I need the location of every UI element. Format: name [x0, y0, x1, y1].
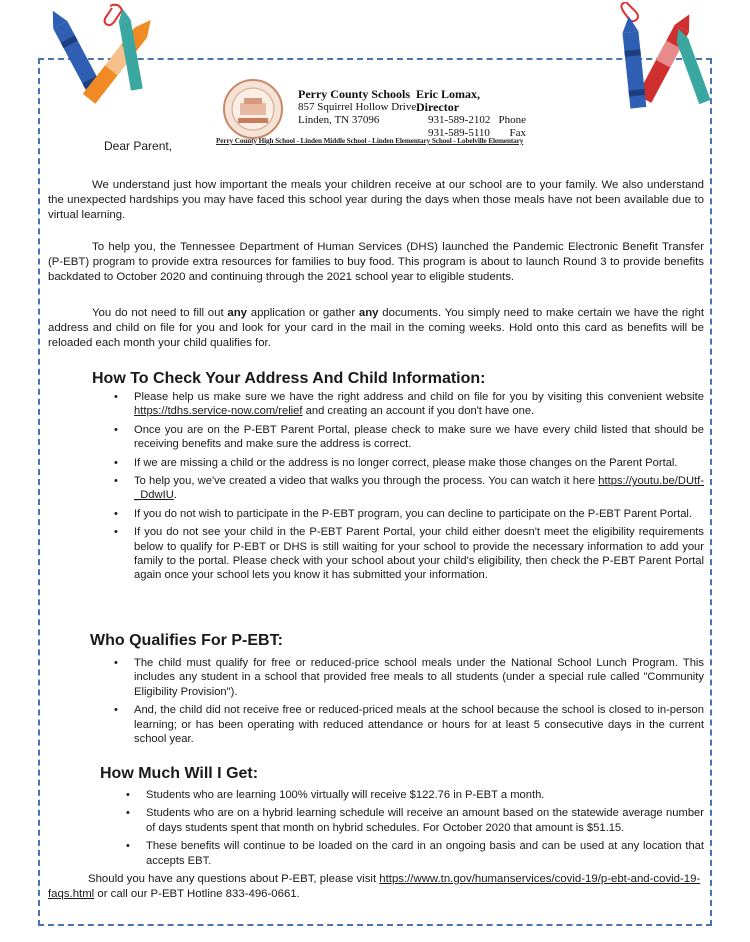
check-info-heading: How To Check Your Address And Child Information: [92, 370, 486, 387]
schools-list: Perry County High School - Linden Middle School - Linden Elementary School - Lobelville Elementary [216, 137, 524, 145]
bullet-icon: • [114, 657, 118, 669]
list-item [112, 423, 704, 452]
list-item [124, 806, 704, 835]
closing-paragraph [48, 872, 704, 902]
bullet-icon: • [114, 704, 118, 717]
address-line-2: Linden, TN 37096 [298, 114, 380, 126]
list-item [112, 390, 704, 419]
qualifies-heading: Who Qualifies For P-EBT: [90, 632, 283, 649]
item-text: Once you are on the P-EBT Parent Portal, please check to make sure we have every child listed that should be receiving benefits and make sure the address is correct. [134, 423, 704, 451]
check-info-list [112, 390, 704, 587]
address-line-1: 857 Squirrel Hollow Drive [298, 101, 417, 113]
item-text: To help you, we've created a video that walks you through the process. You can watch it here [134, 475, 599, 488]
p3-text-e: documents. You simply need to make certain we have the right address and child on file for you and look for your card in the mail in the coming weeks. Hold onto this card as benefits will be reloaded each month your child qualifies for. [48, 307, 705, 350]
greeting: Dear Parent, [104, 139, 173, 153]
item-text: . [173, 489, 177, 502]
school-address-block [298, 88, 416, 127]
district-seal-icon [222, 78, 284, 140]
intro-paragraph [48, 178, 704, 224]
no-application-paragraph [48, 306, 704, 352]
fax-number: 931-589-5110 [428, 127, 490, 139]
bullet-icon: • [114, 456, 118, 469]
item-text: These benefits will continue to be loaded on the card in an ongoing basis and can be used at any location that accepts EBT. [146, 840, 704, 867]
list-item [124, 839, 704, 868]
list-item [112, 507, 704, 521]
bullet-icon: • [114, 526, 118, 539]
amount-heading: How Much Will I Get: [100, 765, 259, 782]
bullet-icon: • [114, 391, 118, 403]
bullet-icon: • [114, 507, 118, 520]
item-text: If you do not see your child in the P-EBT Parent Portal, your child either doesn't meet the eligibility requirements below to qualify for P-EBT or DHS is still waiting for your school to provide the necessary information to add your family to the portal. Please check with your school about your child's eligibility, then check the P-EBT Parent Portal again once your school lets you know it has submitted your information. [134, 526, 704, 582]
p3-emphasis-1: any [227, 307, 248, 319]
item-text: Students who are learning 100% virtually will receive $122.76 in P-EBT a month. [146, 789, 545, 801]
phone-number: 931-589-2102 [428, 114, 491, 126]
p3-text-c: application or gather [247, 307, 359, 319]
program-text: To help you, the Tennessee Department of Human Services (DHS) launched the Pandemic Electronic Benefit Transfer (P-EBT) program to provide extra resources for families to buy food. This program is about to launch Round 3 to provide benefits backdated to October 2020 and continuing through the 2021 school year to eligible students. [48, 241, 704, 284]
director-contact-block [416, 88, 526, 140]
director-name: Eric Lomax, Director [416, 87, 480, 114]
list-item [112, 525, 704, 583]
item-text: and creating an account if you don't have one. [302, 405, 535, 418]
item-text: Please help us make sure we have the right address and child on file for you by visiting this convenient website [134, 391, 704, 403]
phone-row [416, 114, 526, 127]
bullet-icon: • [126, 840, 130, 853]
closing-text-a: Should you have any questions about P-EBT, please visit [88, 873, 380, 885]
video-link[interactable]: https://youtu.be/DUtf-_DdwIU [134, 475, 704, 502]
item-text: The child must qualify for free or reduced-price school meals under the National School Lunch Program. This includes any student in a school that provided free meals to all students (under a special rule called "Community Eligibility Provision"). [134, 657, 704, 698]
item-text: If you do not wish to participate in the P-EBT program, you can decline to participate on the P-EBT Parent Portal. [134, 507, 693, 520]
list-item [112, 656, 704, 699]
relief-portal-link[interactable]: https://tdhs.service-now.com/relief [134, 405, 303, 418]
item-text: Students who are on a hybrid learning schedule will receive an amount based on the statewide average number of days students spent that month on hybrid schedules. For October 2020 that amount is $51.15. [146, 807, 704, 834]
bullet-icon: • [114, 423, 118, 436]
item-text: If we are missing a child or the address is no longer correct, please make those changes on the Parent Portal. [134, 456, 678, 469]
program-paragraph [48, 240, 704, 286]
faq-link[interactable]: https://www.tn.gov/humanservices/covid-19/p-ebt-and-covid-19-faqs.html [48, 873, 701, 900]
list-item [124, 788, 704, 802]
p3-text-a: You do not need to fill out [92, 307, 228, 319]
crayons-left-icon [40, 2, 160, 120]
bullet-icon: • [126, 807, 130, 820]
school-name: Perry County Schools [298, 87, 410, 101]
list-item [112, 456, 704, 470]
fax-label: Fax [509, 127, 526, 139]
qualifies-list [112, 656, 704, 750]
p3-emphasis-2: any [358, 307, 379, 319]
amount-list [124, 788, 704, 872]
phone-label: Phone [498, 114, 526, 126]
intro-text: We understand just how important the meals your children receive at our school are to your family. We also understand the unexpected hardships you may have faced this school year during the days when those meals have not been available due to virtual learning. [48, 179, 704, 222]
item-text: And, the child did not receive free or reduced-priced meals at the school because the school is closed to in-person learning; or has been operating with reduced attendance or hours for at least 5 consecutive days in the current school year. [134, 704, 704, 746]
list-item [112, 703, 704, 746]
list-item [112, 474, 704, 503]
crayons-right-icon [604, 2, 724, 120]
bullet-icon: • [126, 789, 130, 801]
bullet-icon: • [114, 475, 118, 488]
closing-text-b: or call our P-EBT Hotline 833-496-0661. [94, 888, 300, 900]
